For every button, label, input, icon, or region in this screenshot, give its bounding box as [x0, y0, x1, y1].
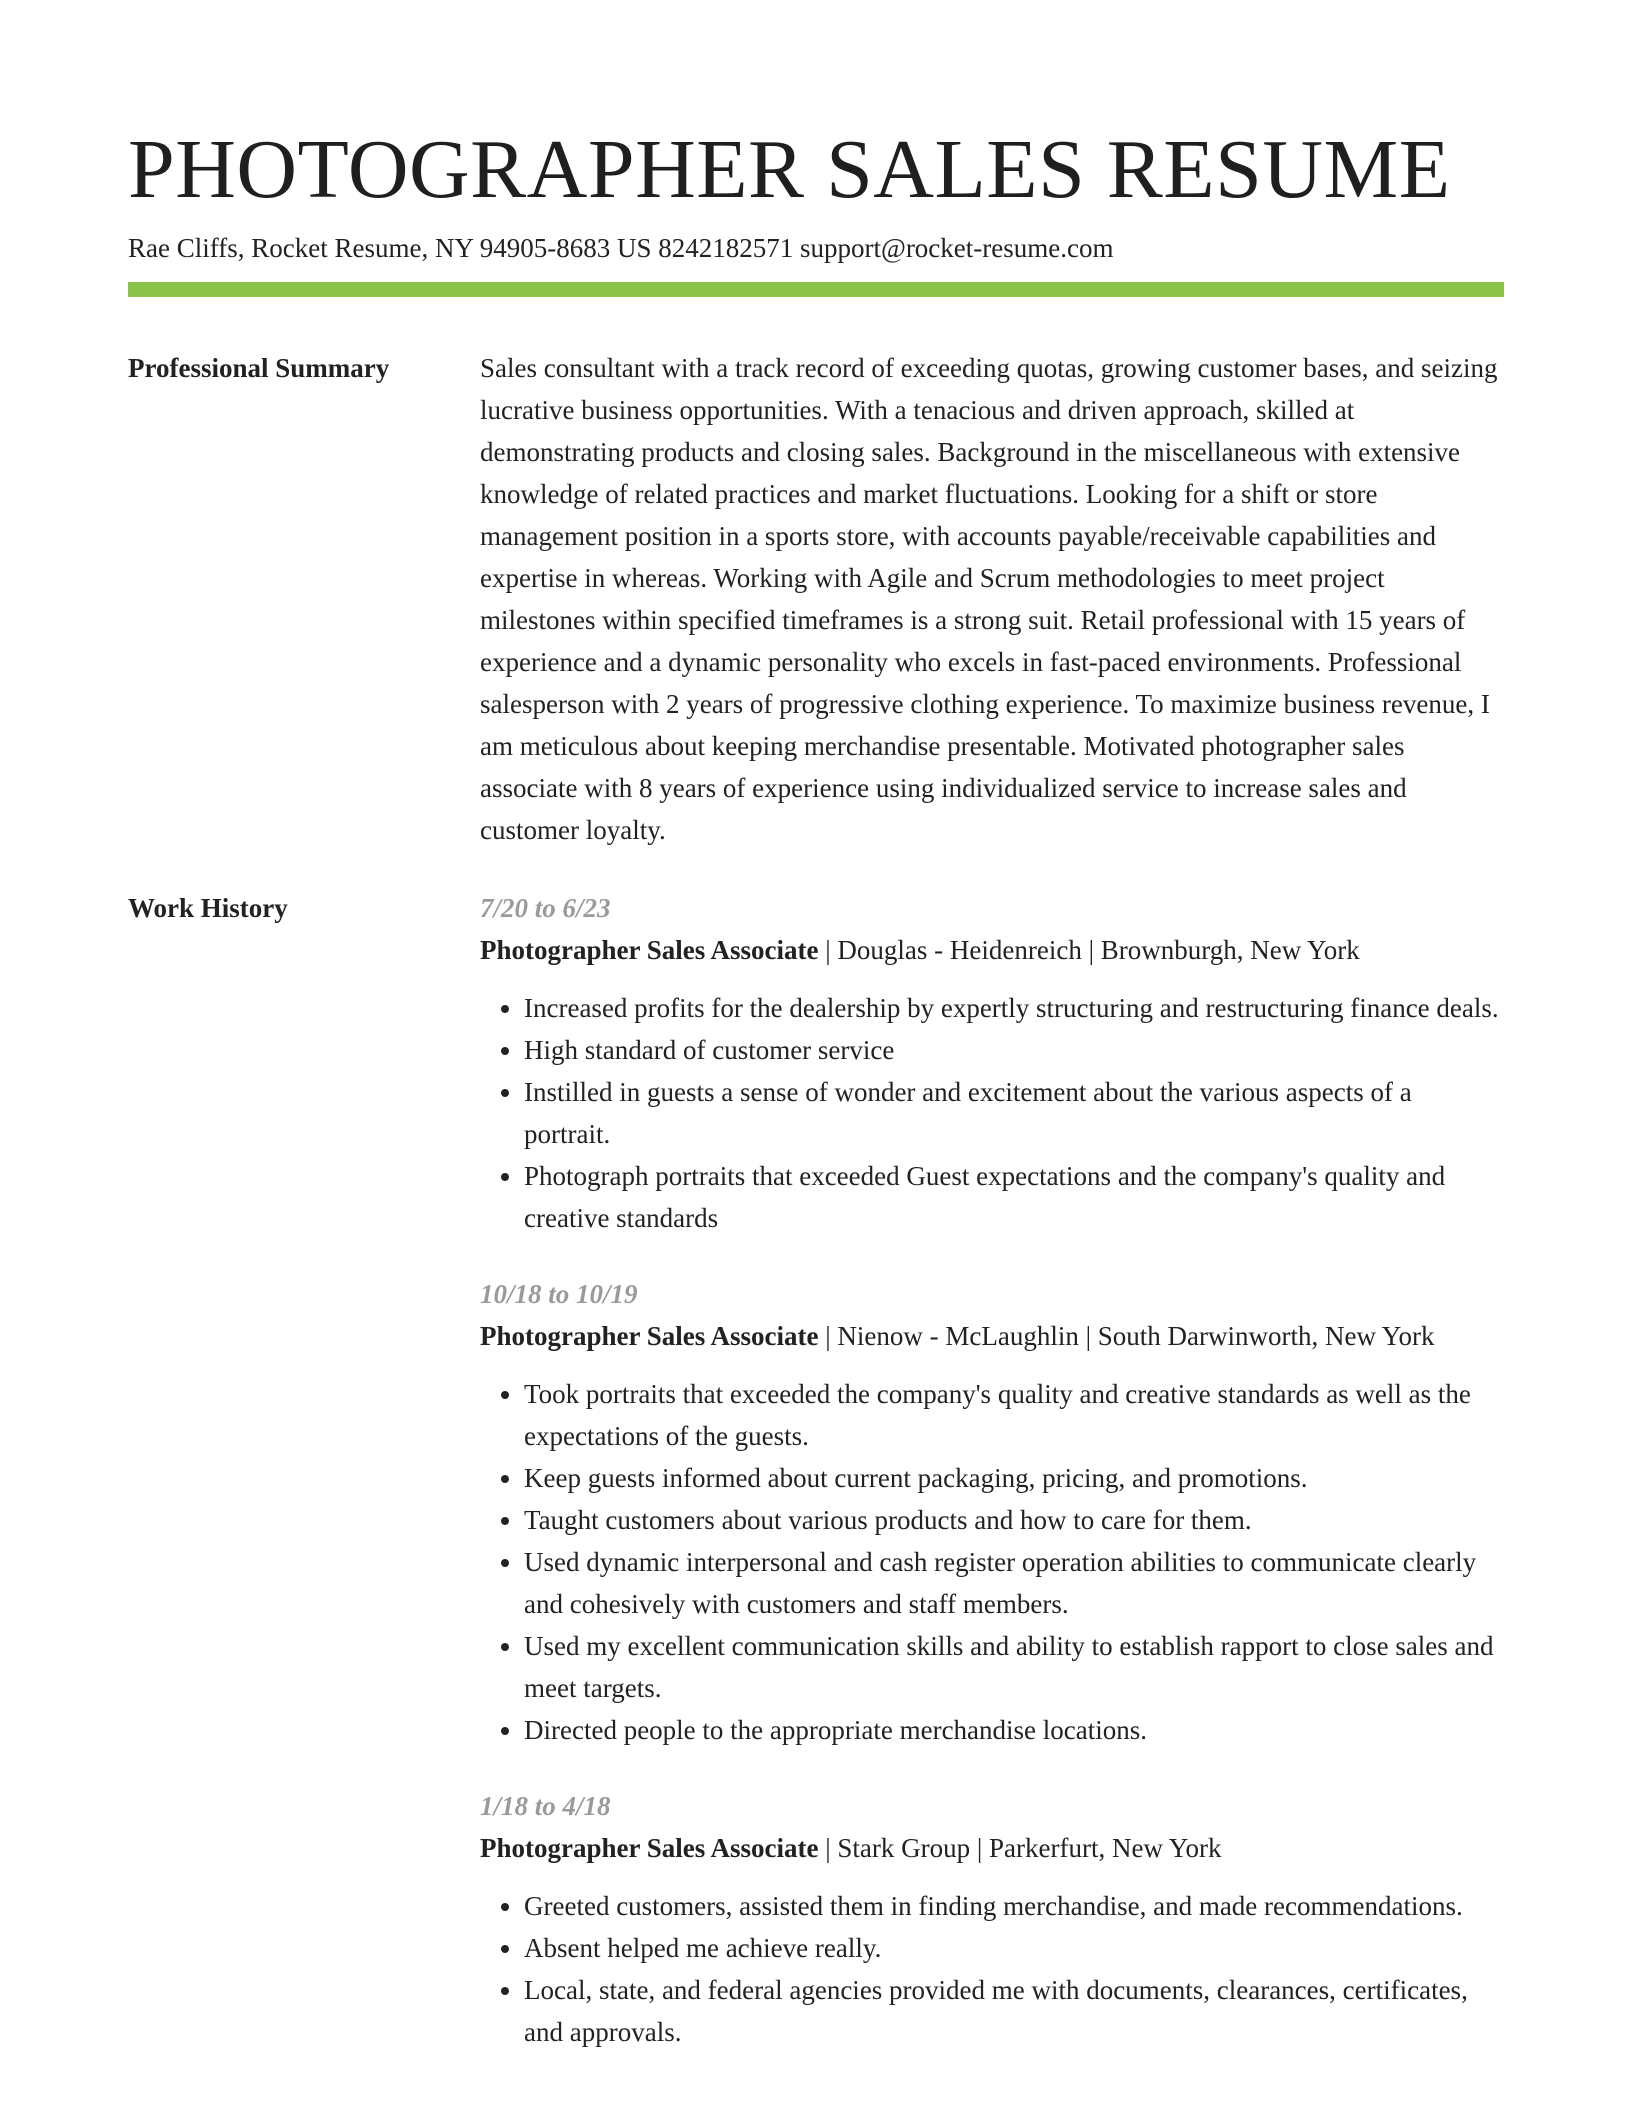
job-dates: 7/20 to 6/23	[480, 893, 611, 923]
job-employer-location: | Nienow - McLaughlin | South Darwinworth, New York	[818, 1321, 1435, 1351]
section-label-work-history: Work History	[128, 893, 288, 923]
resume-title: PHOTOGRAPHER SALES RESUME	[128, 123, 1451, 216]
job-bullet: • Directed people to the appropriate merchandise locations.	[524, 1709, 1504, 1751]
professional-summary-section	[128, 347, 1504, 851]
job-bullet: • Instilled in guests a sense of wonder and excitement about the various aspects of a portrait.	[524, 1071, 1504, 1155]
job-bullets	[480, 1885, 1504, 2053]
job-entry	[480, 1273, 1504, 1751]
job-title: Photographer Sales Associate	[480, 935, 819, 965]
job-bullet: • Used dynamic interpersonal and cash register operation abilities to communicate clearly and cohesively with customers and staff members.	[524, 1541, 1504, 1625]
job-bullets	[480, 1373, 1504, 1751]
job-entry	[480, 887, 1504, 1239]
job-bullet: • Used my excellent communication skills and ability to establish rapport to close sales and meet targets.	[524, 1625, 1504, 1709]
job-bullet: • Local, state, and federal agencies provided me with documents, clearances, certificates, and approvals.	[524, 1969, 1504, 2053]
job-title: Photographer Sales Associate	[480, 1833, 819, 1863]
job-bullet: • Keep guests informed about current packaging, pricing, and promotions.	[524, 1457, 1504, 1499]
job-title: Photographer Sales Associate	[480, 1321, 819, 1351]
job-bullet: • Photograph portraits that exceeded Guest expectations and the company's quality and creative standards	[524, 1155, 1504, 1239]
job-bullets	[480, 987, 1504, 1239]
summary-text: Sales consultant with a track record of exceeding quotas, growing customer bases, and seizing lucrative business opportunities. With a tenacious and driven approach, skilled at demonstrating products and closing sales. Background in the miscellaneous with extensive knowledge of related practices and market fluctuations. Looking for a shift or store management position in a sports store, with accounts payable/receivable capabilities and expertise in whereas. Working with Agile and Scrum methodologies to meet project milestones within specified timeframes is a strong suit. Retail professional with 15 years of experience and a dynamic personality who excels in fast-paced environments. Professional salesperson with 2 years of progressive clothing experience. To maximize business revenue, I am meticulous about keeping merchandise presentable. Motivated photographer sales associate with 8 years of experience using individualized service to increase sales and customer loyalty.	[480, 353, 1498, 845]
job-title-line	[480, 1315, 1504, 1357]
job-bullet: • Absent helped me achieve really.	[524, 1927, 1504, 1969]
summary-body	[480, 347, 1504, 851]
section-label-summary: Professional Summary	[128, 353, 390, 383]
work-history-body	[480, 887, 1504, 2087]
job-employer-location: | Douglas - Heidenreich | Brownburgh, New York	[818, 935, 1360, 965]
work-history-section	[128, 887, 1504, 2087]
job-dates: 10/18 to 10/19	[480, 1279, 638, 1309]
contact-line: Rae Cliffs, Rocket Resume, NY 94905-8683 US 8242182571 support@rocket-resume.com	[128, 233, 1114, 263]
job-title-line	[480, 929, 1504, 971]
job-entry	[480, 1785, 1504, 2053]
job-title-line	[480, 1827, 1504, 1869]
accent-divider	[128, 282, 1504, 297]
job-bullet: • Taught customers about various products and how to care for them.	[524, 1499, 1504, 1541]
job-bullet: • Took portraits that exceeded the company's quality and creative standards as well as the expectations of the guests.	[524, 1373, 1504, 1457]
job-employer-location: | Stark Group | Parkerfurt, New York	[818, 1833, 1222, 1863]
job-bullet: • High standard of customer service	[524, 1029, 1504, 1071]
resume-page	[128, 120, 1504, 2087]
job-bullet: • Increased profits for the dealership by expertly structuring and restructuring finance deals.	[524, 987, 1504, 1029]
job-dates: 1/18 to 4/18	[480, 1791, 611, 1821]
job-bullet: • Greeted customers, assisted them in finding merchandise, and made recommendations.	[524, 1885, 1504, 1927]
